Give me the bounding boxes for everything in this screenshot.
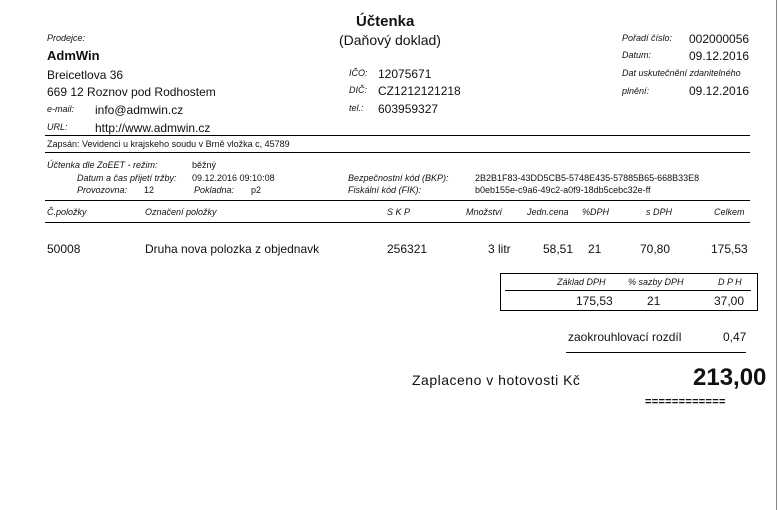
vat-summary-divider <box>505 290 751 291</box>
rounding-underline <box>566 352 746 353</box>
col-header-vat-pct: %DPH <box>582 207 610 217</box>
receipt-title: Účtenka <box>356 13 415 30</box>
order-label: Pořadí číslo: <box>622 33 673 43</box>
eet-site: 12 <box>144 185 155 195</box>
row-unit-price: 58,51 <box>543 242 574 256</box>
seller-street: Breicetlova 36 <box>47 68 124 82</box>
seller-label: Prodejce: <box>47 33 86 43</box>
taxable-date-label-2: plnění: <box>622 86 650 96</box>
vat-rate: 21 <box>647 294 661 308</box>
tel-value: 603959327 <box>378 102 439 116</box>
payment-label: Zaplaceno v hotovosti Kč <box>412 372 581 388</box>
taxable-date-label: Dat uskutečnění zdanitelného <box>622 68 741 78</box>
seller-city: 669 12 Roznov pod Rodhostem <box>47 85 216 99</box>
registration-note: Zapsán: Vevidenci u krajskeho soudu v Brně vložka c, 45789 <box>47 139 290 149</box>
col-header-total: Celkem <box>714 207 745 217</box>
tel-label: tel.: <box>349 103 364 113</box>
bkp-code: 2B2B1F83-43DD5CB5-5748E435-57885B65-668B33E8 <box>475 173 700 183</box>
vat-base: 175,53 <box>576 294 613 308</box>
eet-time: 09.12.2016 09:10:08 <box>192 173 275 183</box>
vat-rate-label: % sazby DPH <box>628 277 684 287</box>
taxable-date: 09.12.2016 <box>689 84 750 98</box>
total-double-underline: ============ <box>645 396 726 408</box>
seller-name: AdmWin <box>47 48 100 63</box>
col-header-with-vat: s DPH <box>646 207 673 217</box>
email-label: e-mail: <box>47 104 75 114</box>
row-total: 175,53 <box>711 242 748 256</box>
issue-date: 09.12.2016 <box>689 49 750 63</box>
eet-register: p2 <box>251 185 262 195</box>
dic-label: DIČ: <box>349 85 367 95</box>
date-label: Datum: <box>622 50 652 60</box>
divider-table-top <box>45 200 750 201</box>
fik-label: Fiskální kód (FIK): <box>348 185 422 195</box>
row-sku: 256321 <box>387 242 428 256</box>
eet-time-label: Datum a čas přijetí tržby: <box>77 173 177 183</box>
dic-value: CZ1212121218 <box>378 84 461 98</box>
ico-label: IČO: <box>349 68 368 78</box>
row-qty: 3 litr <box>488 242 511 256</box>
order-number: 002000056 <box>689 32 750 46</box>
vat-base-label: Základ DPH <box>557 277 606 287</box>
eet-mode-label: Účtenka dle ZoEET - režim: <box>47 160 158 170</box>
seller-email: info@admwin.cz <box>95 103 184 117</box>
url-label: URL: <box>47 122 68 132</box>
col-header-name: Označení položky <box>145 207 217 217</box>
page-right-border <box>776 0 777 510</box>
row-name: Druha nova polozka z objednavk <box>145 242 320 256</box>
divider-registration <box>45 152 750 153</box>
col-header-code: Č.položky <box>47 207 87 217</box>
col-header-qty: Množství <box>466 207 503 217</box>
fik-code: b0eb155e-c9a6-49c2-a0f9-18db5cebc32e-ff <box>475 185 651 195</box>
receipt-subtitle: (Daňový doklad) <box>339 32 441 48</box>
rounding-value: 0,47 <box>723 330 747 344</box>
seller-url: http://www.admwin.cz <box>95 121 211 135</box>
eet-register-label: Pokladna: <box>194 185 235 195</box>
eet-mode: běžný <box>192 160 217 170</box>
eet-site-label: Provozovna: <box>77 185 128 195</box>
row-vat-pct: 21 <box>588 242 602 256</box>
vat-amount-label: D P H <box>718 277 742 287</box>
rounding-label: zaokrouhlovací rozdíl <box>568 330 682 344</box>
divider-top <box>45 135 750 136</box>
vat-amount: 37,00 <box>714 294 745 308</box>
col-header-sku: S K P <box>387 207 411 217</box>
ico-value: 12075671 <box>378 67 432 81</box>
bkp-label: Bezpečnostní kód (BKP): <box>348 173 449 183</box>
row-code: 50008 <box>47 242 81 256</box>
row-with-vat: 70,80 <box>640 242 671 256</box>
divider-table-header <box>45 222 750 223</box>
payment-total: 213,00 <box>693 364 767 391</box>
col-header-unit-price: Jedn.cena <box>527 207 569 217</box>
